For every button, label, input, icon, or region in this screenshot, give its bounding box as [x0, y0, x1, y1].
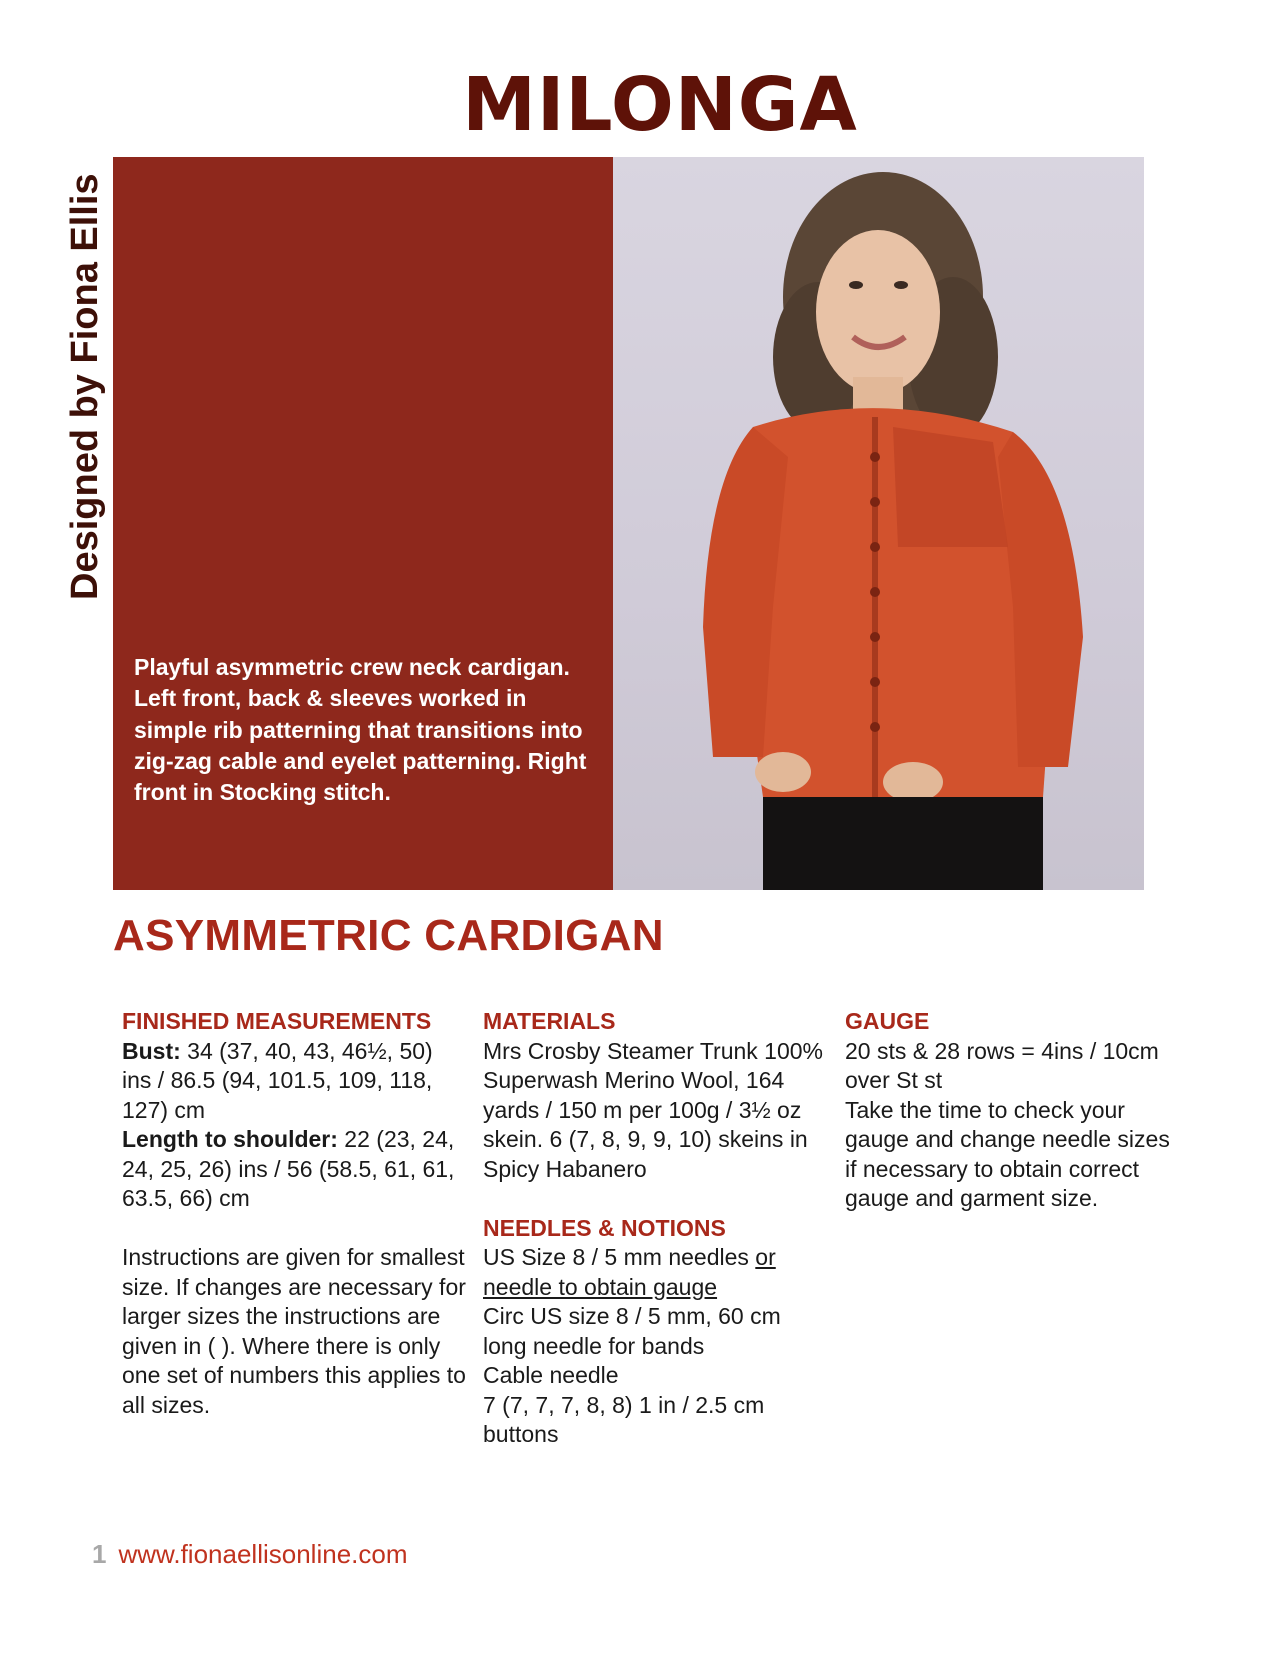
needles-line-3: Cable needle — [483, 1362, 619, 1388]
pattern-subtitle: ASYMMETRIC CARDIGAN — [113, 911, 664, 960]
measurements-column — [122, 1007, 467, 1420]
materials-text: Mrs Crosby Steamer Trunk 100% Superwash Merino Wool, 164 yards / 150 m per 100g / 3½ oz skein. 6 (7, 8, 9, 9, 10) skeins in Spicy Habanero — [483, 1037, 824, 1182]
model-photo — [613, 157, 1144, 890]
gauge-needle-note: or needle to obtain gauge — [483, 1244, 776, 1300]
length-value: 22 (23, 24, 24, 25, 26) ins / 56 (58.5, 61, 61, 63.5, 66) cm — [122, 1126, 455, 1211]
gauge-heading: GAUGE — [845, 1008, 930, 1034]
page-number: 1 — [92, 1539, 107, 1569]
needles-heading: NEEDLES & NOTIONS — [483, 1214, 726, 1241]
needles-line-2: Circ US size 8 / 5 mm, 60 cm long needle for bands — [483, 1303, 781, 1359]
model-photo-illustration — [613, 157, 1144, 890]
gauge-column — [845, 1007, 1175, 1214]
gauge-line-2: Take the time to check your gauge and change needle sizes if necessary to obtain correct gauge and garment size. — [845, 1096, 1170, 1211]
needles-line-1 — [483, 1243, 828, 1302]
length-measurement — [122, 1125, 467, 1214]
page-footer — [92, 1541, 408, 1567]
bust-value: 34 (37, 40, 43, 46½, 50) ins / 86.5 (94, 101.5, 109, 118, 127) cm — [122, 1037, 433, 1123]
needles-size-text: US Size 8 / 5 mm needles — [483, 1244, 756, 1270]
measurements-heading: FINISHED MEASUREMENTS — [122, 1008, 432, 1034]
materials-heading: MATERIALS — [483, 1008, 616, 1034]
designer-credit: Designed by Fiona Ellis — [64, 173, 106, 600]
bust-label: Bust: — [122, 1037, 181, 1064]
gauge-line-1: 20 sts & 28 rows = 4ins / 10cm over St st — [845, 1037, 1159, 1093]
pattern-description: Playful asymmetric crew neck cardigan. Left front, back & sleeves worked in simple rib patterning that transitions into zig-zag cable and eyelet patterning. Right front in Stocking stitch. — [134, 654, 587, 806]
size-instructions: Instructions are given for smallest size. If changes are necessary for larger sizes the instructions are given in ( ). Where there is only one set of numbers this applies to all sizes. — [122, 1244, 466, 1418]
materials-column — [483, 1007, 828, 1450]
needles-line-4: 7 (7, 7, 7, 8, 8) 1 in / 2.5 cm buttons — [483, 1391, 765, 1447]
length-label: Length to shoulder: — [122, 1126, 338, 1152]
bust-measurement — [122, 1037, 467, 1126]
pattern-title: MILONGA — [462, 62, 858, 148]
description-panel — [113, 157, 613, 890]
website-link[interactable]: www.fionaellisonline.com — [118, 1539, 408, 1569]
